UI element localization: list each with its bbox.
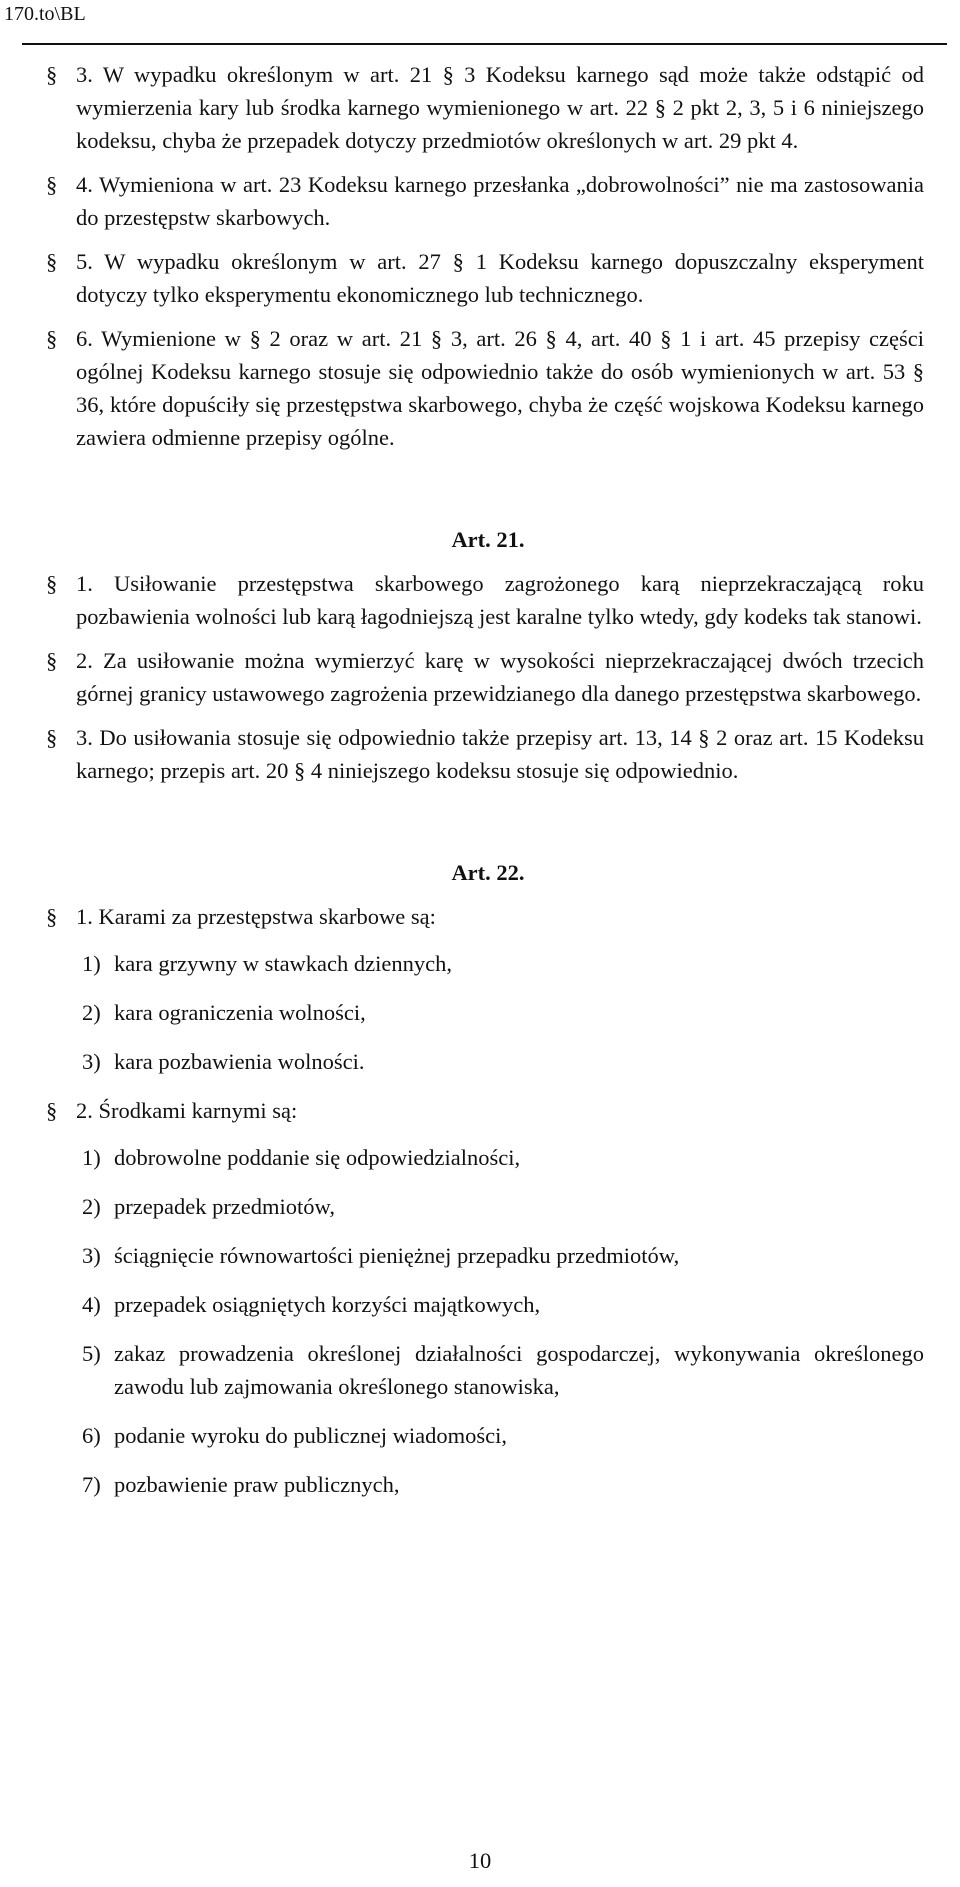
article-22-paragraph-2: [46, 1094, 924, 1127]
list-item: [82, 1419, 924, 1452]
paragraph-5: [46, 245, 924, 311]
item-text: kara pozbawienia wolności.: [114, 1049, 365, 1074]
paragraph-label: 4.: [76, 172, 93, 197]
section-symbol: §: [46, 172, 58, 197]
list-item: [82, 1045, 924, 1078]
list-item: [82, 1337, 924, 1403]
item-text: przepadek osiągniętych korzyści majątkowych,: [114, 1292, 541, 1317]
list-item: [82, 1239, 924, 1272]
item-number: 3): [82, 1049, 101, 1074]
item-number: 5): [82, 1341, 101, 1366]
item-text: zakaz prowadzenia określonej działalności gospodarczej, wykonywania określonego zawodu lub zajmowania określonego stanowiska,: [114, 1341, 924, 1399]
page-number: 10: [468, 1848, 492, 1873]
section-symbol: §: [46, 648, 58, 673]
paragraph-label: 2.: [76, 648, 93, 673]
item-text: ściągnięcie równowartości pieniężnej przepadku przedmiotów,: [114, 1243, 680, 1268]
item-text: pozbawienie praw publicznych,: [114, 1472, 400, 1497]
paragraph-3: [46, 58, 924, 157]
article-21: [46, 523, 924, 787]
item-number: 6): [82, 1423, 101, 1448]
article-22: [46, 856, 924, 1501]
header-rule: [22, 43, 947, 45]
item-text: podanie wyroku do publicznej wiadomości,: [114, 1423, 508, 1448]
paragraph-label: 6.: [76, 326, 93, 351]
penal-measures-list: [46, 1141, 924, 1501]
document-body: [46, 58, 924, 1517]
item-text: kara ograniczenia wolności,: [114, 1000, 366, 1025]
paragraph-label: 3.: [76, 62, 93, 87]
intro-section: [46, 58, 924, 454]
item-text: dobrowolne poddanie się odpowiedzialności,: [114, 1145, 521, 1170]
article-22-paragraph-1: [46, 900, 924, 933]
article-21-paragraph-1: [46, 567, 924, 633]
list-item: [82, 996, 924, 1029]
section-symbol: §: [46, 249, 58, 274]
list-item: [82, 1288, 924, 1321]
paragraph-4: [46, 168, 924, 234]
paragraph-text: Do usiłowania stosuje się odpowiednio także przepisy art. 13, 14 § 2 oraz art. 15 Kodeksu karnego; przepis art. 20 § 4 niniejszego kodeksu stosuje się odpowiednio.: [76, 725, 924, 783]
paragraph-text: Wymieniona w art. 23 Kodeksu karnego przesłanka „dobrowolności” nie ma zastosowania do przestępstw skarbowych.: [76, 172, 925, 230]
article-21-paragraph-2: [46, 644, 924, 710]
section-symbol: §: [46, 904, 58, 929]
spacer: [46, 465, 924, 523]
paragraph-text: Karami za przestępstwa skarbowe są:: [98, 904, 436, 929]
section-symbol: §: [46, 571, 58, 596]
section-symbol: §: [46, 62, 58, 87]
section-symbol: §: [46, 326, 58, 351]
list-item: [82, 1190, 924, 1223]
paragraph-label: 3.: [76, 725, 93, 750]
article-21-paragraph-3: [46, 721, 924, 787]
section-symbol: §: [46, 1098, 58, 1123]
item-text: przepadek przedmiotów,: [114, 1194, 335, 1219]
item-number: 1): [82, 951, 101, 976]
paragraph-text: Wymienione w § 2 oraz w art. 21 § 3, art. 26 § 4, art. 40 § 1 i art. 45 przepisy części ogólnej Kodeksu karnego stosuje się odpowiednio także do osób wymienionych w art. 53 § 36, które dopuściły się przestępstwa skarbowego, chyba że część wojskowa Kodeksu karnego zawiera odmienne przepisy ogólne.: [76, 326, 924, 450]
paragraph-text: W wypadku określonym w art. 21 § 3 Kodeksu karnego sąd może także odstąpić od wymierzenia kary lub środka karnego wymienionego w art. 22 § 2 pkt 2, 3, 5 i 6 niniejszego kodeksu, chyba że przepadek dotyczy przedmiotów określonych w art. 29 pkt 4.: [76, 62, 925, 153]
paragraph-text: Usiłowanie przestępstwa skarbowego zagrożonego karą nieprzekraczającą roku pozbawienia wolności lub karą łagodniejszą jest karalne tylko wtedy, gdy kodeks tak stanowi.: [76, 571, 925, 629]
spacer: [46, 798, 924, 856]
paragraph-text: Za usiłowanie można wymierzyć karę w wysokości nieprzekraczającej dwóch trzecich górnej granicy ustawowego zagrożenia przewidzianego dla danego przestępstwa skarbowego.: [76, 648, 925, 706]
paragraph-label: 5.: [76, 249, 93, 274]
item-number: 3): [82, 1243, 101, 1268]
article-21-title: Art. 21.: [451, 527, 525, 552]
item-number: 4): [82, 1292, 101, 1317]
list-item: [82, 1141, 924, 1174]
paragraph-text: Środkami karnymi są:: [98, 1098, 298, 1123]
item-number: 1): [82, 1145, 101, 1170]
item-number: 2): [82, 1194, 101, 1219]
paragraph-label: 1.: [76, 571, 93, 596]
paragraph-text: W wypadku określonym w art. 27 § 1 Kodeksu karnego dopuszczalny eksperyment dotyczy tylko eksperymentu ekonomicznego lub technicznego.: [76, 249, 925, 307]
article-22-title: Art. 22.: [451, 860, 525, 885]
paragraph-label: 1.: [76, 904, 93, 929]
list-item: [82, 947, 924, 980]
paragraph-label: 2.: [76, 1098, 93, 1123]
item-text: kara grzywny w stawkach dziennych,: [114, 951, 452, 976]
section-symbol: §: [46, 725, 58, 750]
item-number: 7): [82, 1472, 101, 1497]
list-item: [82, 1468, 924, 1501]
header-reference: 170.to\BL: [4, 3, 86, 25]
paragraph-6: [46, 322, 924, 454]
penalties-list: [46, 947, 924, 1078]
item-number: 2): [82, 1000, 101, 1025]
